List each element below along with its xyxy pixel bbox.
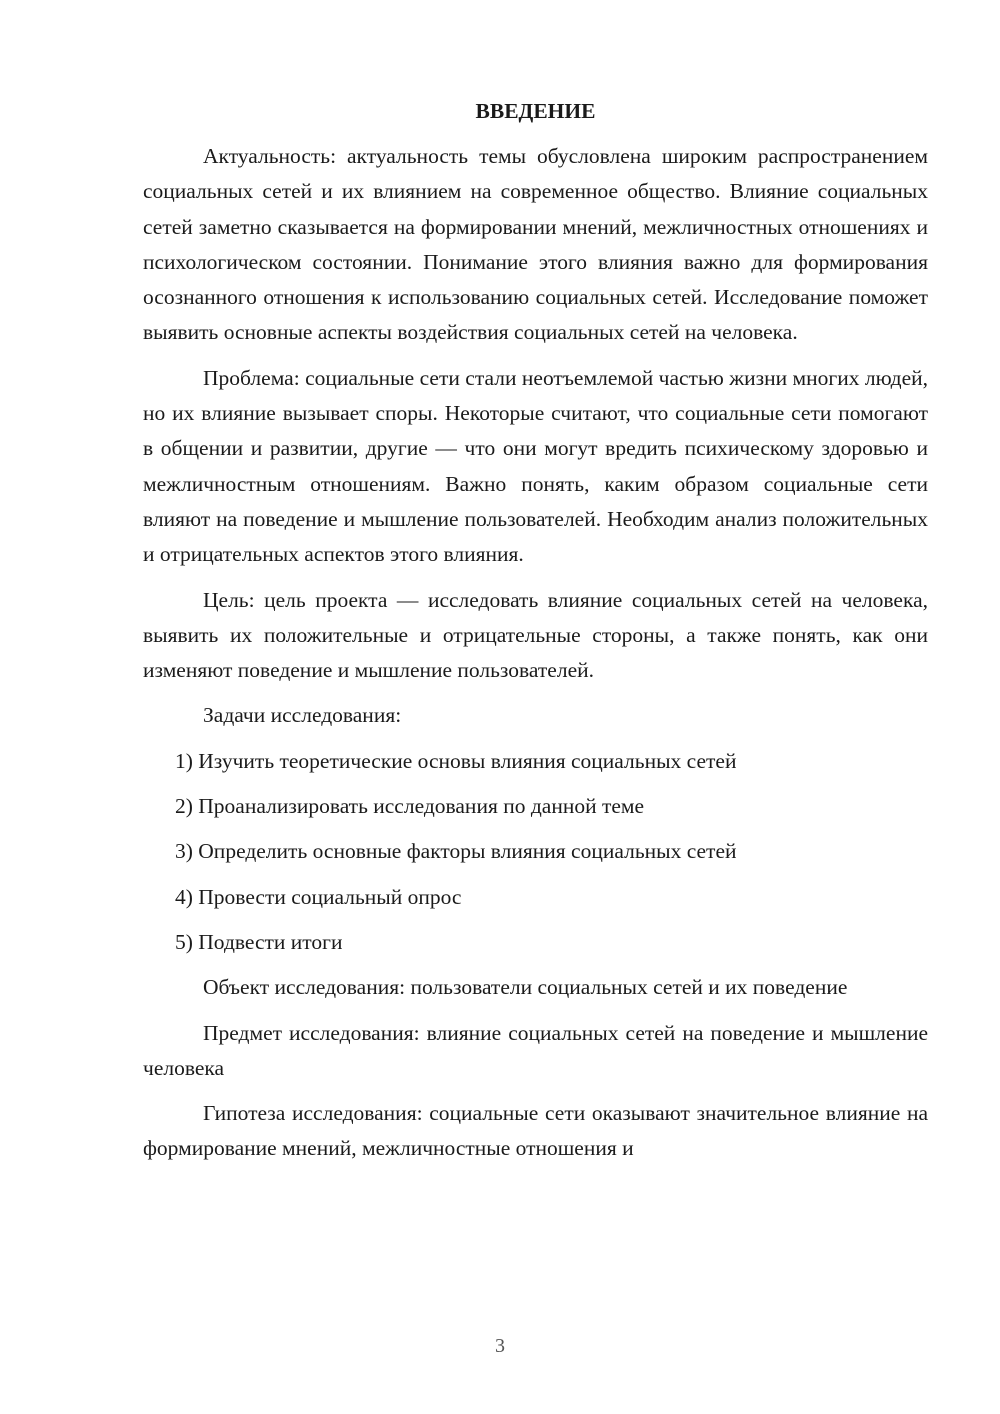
object-paragraph: Объект исследования: пользователи социальных сетей и их поведение [203,975,848,1000]
task-item: 5) Подвести итоги [175,929,343,954]
hypothesis-paragraph: Гипотеза исследования: социальные сети оказывают значительное влияние на формирование мнений, межличностные отношения и [143,1101,928,1161]
goal-paragraph: Цель: цель проекта — исследовать влияние социальных сетей на человека, выявить их положительные и отрицательные стороны, а также понять, как они изменяют поведение и мышление пользователей. [143,587,928,683]
task-list [143,744,928,960]
task-item: 2) Проанализировать исследования по данной теме [175,794,645,819]
problem-paragraph: Проблема: социальные сети стали неотъемлемой частью жизни многих людей, но их влияние вызывает споры. Некоторые считают, что социальные сети помогают в общении и развитии, другие — что они могут вредить психическому здоровью и межличностным отношениям. Важно понять, каким образом социальные сети влияют на поведение и мышление пользователей. Необходим анализ положительных и отрицательных аспектов этого влияния. [143,365,928,567]
relevance-paragraph: Актуальность: актуальность темы обусловлена широким распространением социальных сетей и их влиянием на современное общество. Влияние социальных сетей заметно сказывается на формировании мнений, межличностных отношениях и психологическом состоянии. Понимание этого влияния важно для формирования осознанного отношения к использованию социальных сетей. Исследование поможет выявить основные аспекты воздействия социальных сетей на человека. [143,144,928,345]
subject-paragraph: Предмет исследования: влияние социальных сетей на поведение и мышление человека [143,1020,928,1080]
page-title: ВВЕДЕНИЕ [475,99,596,123]
page-content [143,96,928,1177]
task-item: 3) Определить основные факторы влияния социальных сетей [175,839,737,864]
tasks-heading: Задачи исследования: [203,703,402,728]
task-item: 1) Изучить теоретические основы влияния социальных сетей [175,748,737,773]
page-number: 3 [495,1335,505,1357]
task-item: 4) Провести социальный опрос [175,884,462,909]
